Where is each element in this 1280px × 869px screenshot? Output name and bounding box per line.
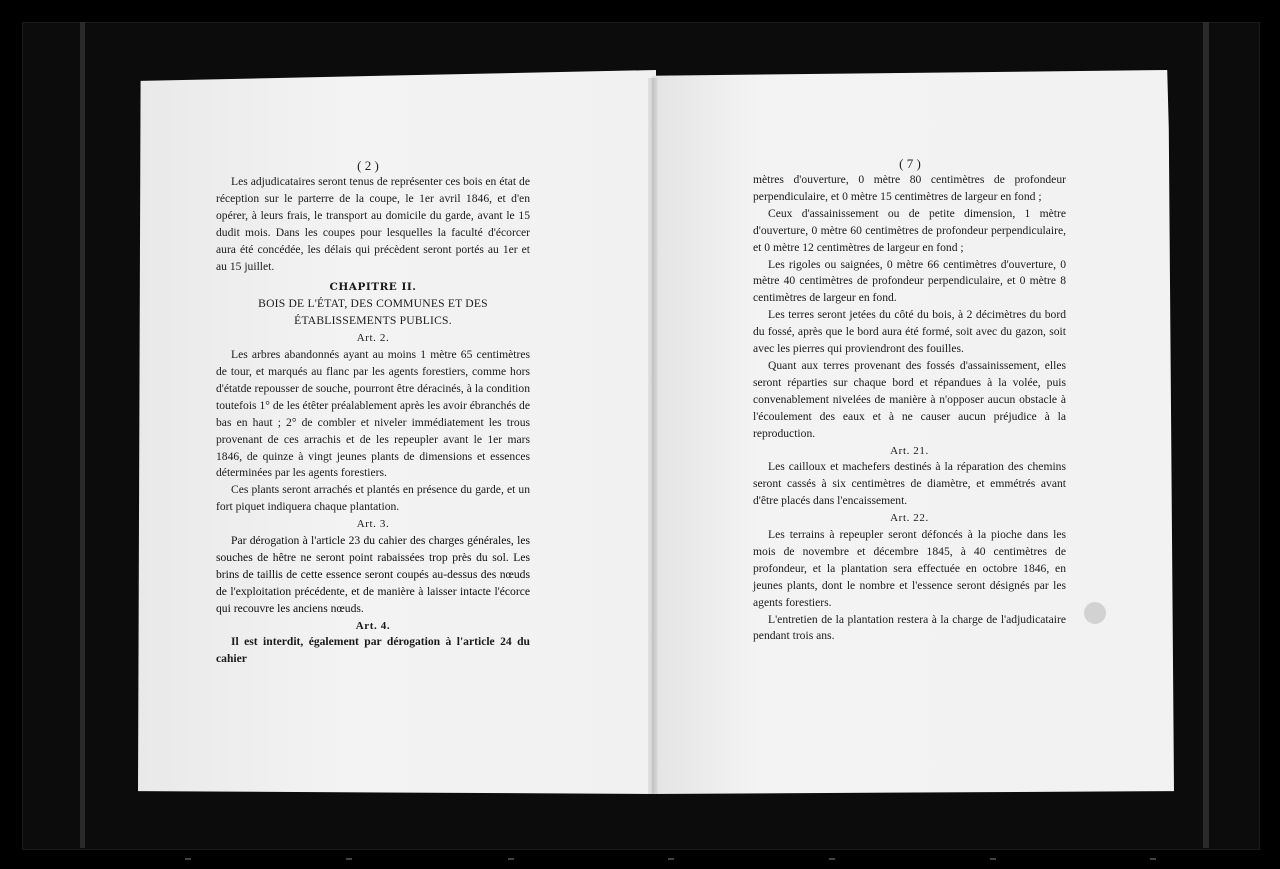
film-mark [346, 858, 352, 860]
film-mark [990, 858, 996, 860]
article-heading: Art. 2. [356, 332, 390, 345]
paragraph: Les adjudicataires seront tenus de représenter ces bois en état de réception sur le parterre de la coupe, le 1er avril 1846, et d'en opérer, à leurs frais, le transport au domicile du garde, avant le 15 dudit mois. Dans les coupes pour lesquelles la faculté d'écorcer aura été concédée, les délais qui précèdent seront portés au 1er et au 15 juillet. [216, 175, 530, 273]
article-heading: Art. 21. [890, 444, 929, 457]
film-edge-left [80, 22, 85, 848]
film-mark [1150, 858, 1156, 860]
article-heading: Art. 22. [890, 512, 929, 525]
film-edge-right [1203, 22, 1209, 848]
paragraph: Ceux d'assainissement ou de petite dimension, 1 mètre d'ouverture, 0 mètre 60 centimètres de profondeur perpendiculaire, et 0 mètre 12 centimètres de largeur en fond ; [753, 206, 1066, 254]
paragraph: Ces plants seront arrachés et plantés en présence du garde, et un fort piquet indiquera chaque plantation. [216, 483, 530, 514]
page-gutter [648, 78, 658, 794]
paragraph: Les arbres abandonnés ayant au moins 1 mètre 65 centimètres de tour, et marqués au flanc par les agents forestiers, comme hors d'étatde repousser de souche, pourront être déracinés, à la condition toutefois 1° de les étêter préalablement après les avoir ébranchés de bas en haut ; 2° de combler et niveler immédiatement les trous provenant de ces arrachis et de les repeupler avant le 1er mars 1846, de quinze à vingt jeunes plants de dimensions et essences déterminées par les agents forestiers. [216, 348, 530, 480]
paragraph: L'entretien de la plantation restera à la charge de l'adjudicataire pendant trois ans. [753, 612, 1066, 643]
paragraph: Il est interdit, également par dérogation à l'article 24 du cahier [216, 635, 530, 666]
document-spread [138, 70, 1174, 796]
film-mark [829, 858, 835, 860]
chapter-subtitle: BOIS DE L'ÉTAT, DES COMMUNES ET DES [258, 297, 488, 311]
paragraph: Les cailloux et machefers destinés à la réparation des chemins seront cassés à six centimètres de diamètre, et emmétrés avant d'être placés dans l'encaissement. [753, 460, 1066, 508]
right-page-text [753, 172, 1066, 645]
film-mark [508, 858, 514, 860]
left-page-number: ( 2 ) [357, 158, 379, 173]
left-page-text [216, 174, 530, 668]
article-heading: Art. 4. [355, 619, 391, 632]
paragraph: Les terres seront jetées du côté du bois, à 2 décimètres du bord du fossé, après que le bord aura été formé, soit avec du gazon, soit avec les pierres qui proviendront des fouilles. [753, 308, 1066, 356]
paragraph: mètres d'ouverture, 0 mètre 80 centimètres de profondeur perpendiculaire, et 0 mètre 15 centimètres de largeur en fond ; [753, 173, 1066, 203]
chapter-subtitle: ÉTABLISSEMENTS PUBLICS. [294, 314, 452, 328]
film-mark [668, 858, 674, 860]
chapter-title: CHAPITRE II. [329, 281, 417, 294]
paper-stain [1084, 602, 1106, 624]
right-page-number: ( 7 ) [899, 156, 921, 171]
article-heading: Art. 3. [356, 518, 390, 531]
paragraph: Par dérogation à l'article 23 du cahier des charges générales, les souches de hêtre ne seront point rabaissées trop près du sol. Les brins de taillis de cette essence seront coupés au-dessus des nœuds de l'exploitation précédente, et de manière à laisser intacte l'écorce qui recouvre les anciens nœuds. [216, 534, 530, 615]
film-mark [185, 858, 191, 860]
paragraph: Les terrains à repeupler seront défoncés à la pioche dans les mois de novembre et décembre 1845, à 40 centimètres de profondeur, et la plantation sera effectuée en octobre 1846, en jeunes plants, dont le nombre et l'essence seront désignés par les agents forestiers. [753, 528, 1066, 609]
paragraph: Les rigoles ou saignées, 0 mètre 66 centimètres d'ouverture, 0 mètre 40 centimètres de profondeur perpendiculaire, et 0 mètre 8 centimètres de largeur en fond. [753, 257, 1066, 305]
paragraph: Quant aux terres provenant des fossés d'assainissement, elles seront réparties sur chaque bord et répandues à la volée, puis convenablement nivelées de manière à n'opposer aucun obstacle à l'écoulement des eaux et à ne causer aucun préjudice à la reproduction. [753, 358, 1066, 440]
